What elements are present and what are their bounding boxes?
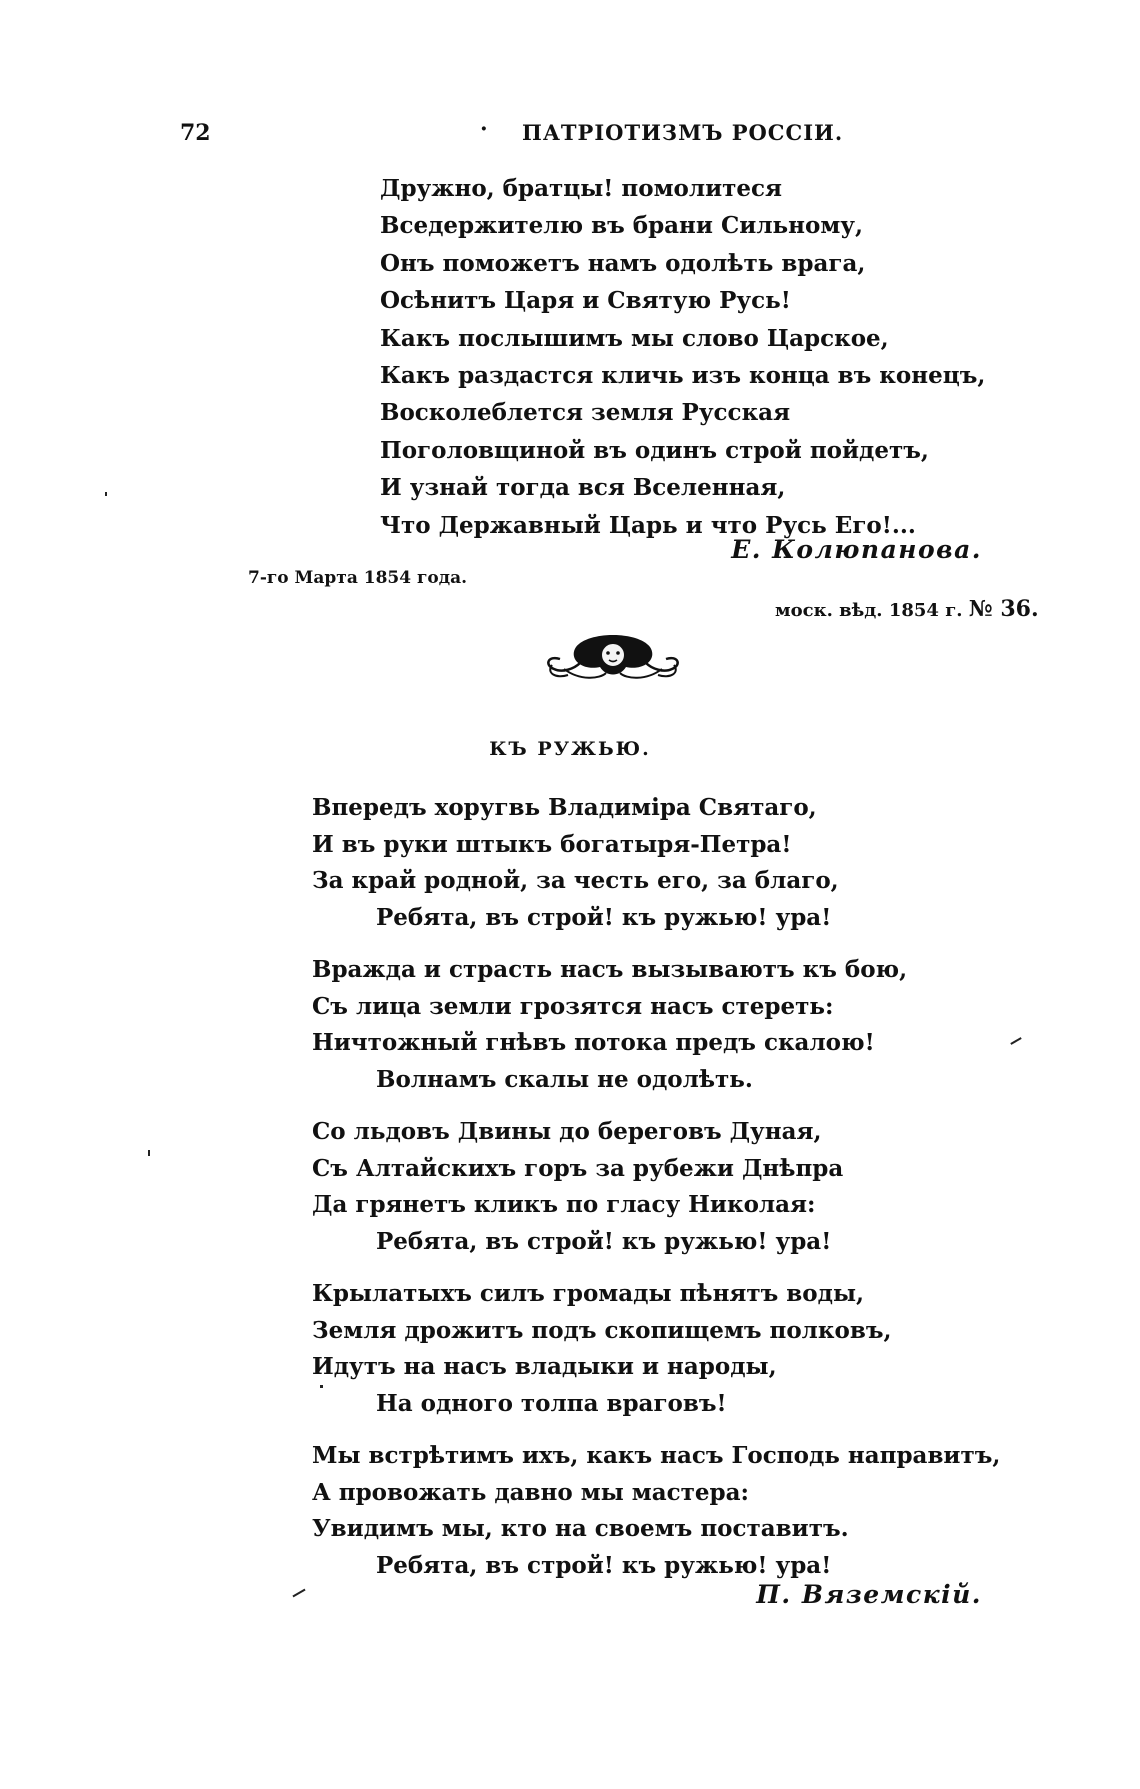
poem-line: Идутъ на насъ владыки и народы, bbox=[312, 1353, 777, 1380]
poem-line-refrain: Ребята, въ строй! къ ружью! ура! bbox=[376, 1551, 832, 1579]
poem-line: Что Державный Царь и что Русь Его!... bbox=[380, 511, 916, 539]
poem-line: Дружно, братцы! помолитеся bbox=[380, 175, 783, 202]
stanza bbox=[312, 1438, 1000, 1584]
poem-line: А провожать давно мы мастера: bbox=[312, 1478, 749, 1506]
poem-one-author: Е. Колюпанова. bbox=[731, 535, 982, 564]
poem-line: И узнай тогда вся Вселенная, bbox=[380, 474, 786, 502]
poem-line: Съ лица земли грозятся насъ стереть: bbox=[312, 992, 834, 1020]
poem-line: Съ Алтайскихъ горъ за рубежи Днѣпра bbox=[312, 1154, 844, 1182]
poem-line: Земля дрожитъ подъ скопищемъ полковъ, bbox=[312, 1316, 892, 1344]
header-dot: · bbox=[480, 116, 488, 142]
poem-one-source bbox=[775, 596, 1039, 622]
print-speck bbox=[292, 1589, 305, 1598]
source-issue-number: № 36. bbox=[968, 596, 1039, 622]
poem-line: Да грянетъ кликъ по гласу Николая: bbox=[312, 1191, 816, 1218]
poem-line-refrain: Волнамъ скалы не одолѣть. bbox=[376, 1065, 753, 1093]
page-number: 72 bbox=[180, 120, 211, 146]
poem-line: Крылатыхъ силъ громады пѣнятъ воды, bbox=[312, 1280, 865, 1307]
print-speck bbox=[148, 1150, 150, 1156]
poem-line: Ничтожный гнѣвъ потока предъ скалою! bbox=[312, 1029, 875, 1056]
running-title: ПАТРІОТИЗМЪ РОССІИ. bbox=[522, 120, 844, 145]
poem-line: Вражда и страсть насъ вызываютъ къ бою, bbox=[312, 956, 908, 983]
poem-two-author: П. Вяземскій. bbox=[756, 1580, 982, 1609]
poem-line: Какъ раздастся кличь изъ конца въ конецъ, bbox=[380, 362, 986, 390]
poem-two-title: КЪ РУЖЬЮ. bbox=[489, 738, 651, 760]
poem-line: Впередъ хоругвь Владиміра Святаго, bbox=[312, 794, 817, 821]
poem-line: Мы встрѣтимъ ихъ, какъ насъ Господь направитъ, bbox=[312, 1442, 1001, 1469]
poem-line: Какъ послышимъ мы слово Царское, bbox=[380, 324, 889, 352]
poem-one-date: 7-го Марта 1854 года. bbox=[248, 568, 467, 588]
poem-line-refrain: Ребята, въ строй! къ ружью! ура! bbox=[376, 1227, 832, 1255]
poem-two bbox=[312, 790, 1000, 1600]
print-speck bbox=[1010, 1037, 1021, 1045]
poem-line: Со льдовъ Двины до береговъ Дуная, bbox=[312, 1118, 822, 1145]
print-speck bbox=[105, 492, 107, 496]
poem-one bbox=[380, 170, 985, 544]
poem-line: Восколеблется земля Русская bbox=[380, 399, 791, 427]
stanza bbox=[312, 1114, 1000, 1260]
poem-line: Онъ поможетъ намъ одолѣть врага, bbox=[380, 249, 866, 277]
cherub-ornament-icon bbox=[540, 625, 686, 687]
print-speck bbox=[320, 1385, 323, 1388]
poem-line: И въ руки штыкъ богатыря-Петра! bbox=[312, 830, 792, 858]
poem-line-refrain: Ребята, въ строй! къ ружью! ура! bbox=[376, 903, 832, 931]
stanza bbox=[312, 790, 1000, 936]
poem-line: Поголовщиной въ одинъ строй пойдетъ, bbox=[380, 436, 929, 464]
poem-line: Увидимъ мы, кто на своемъ поставитъ. bbox=[312, 1515, 849, 1542]
poem-line: Осѣнитъ Царя и Святую Русь! bbox=[380, 287, 791, 315]
stanza bbox=[312, 1276, 1000, 1422]
source-citation: моск. вѣд. 1854 г. bbox=[775, 600, 963, 621]
poem-line: За край родной, за честь его, за благо, bbox=[312, 867, 839, 894]
poem-line: Вседержителю въ брани Сильному, bbox=[380, 212, 864, 240]
stanza bbox=[312, 952, 1000, 1098]
poem-line-refrain: На одного толпа враговъ! bbox=[376, 1389, 727, 1417]
